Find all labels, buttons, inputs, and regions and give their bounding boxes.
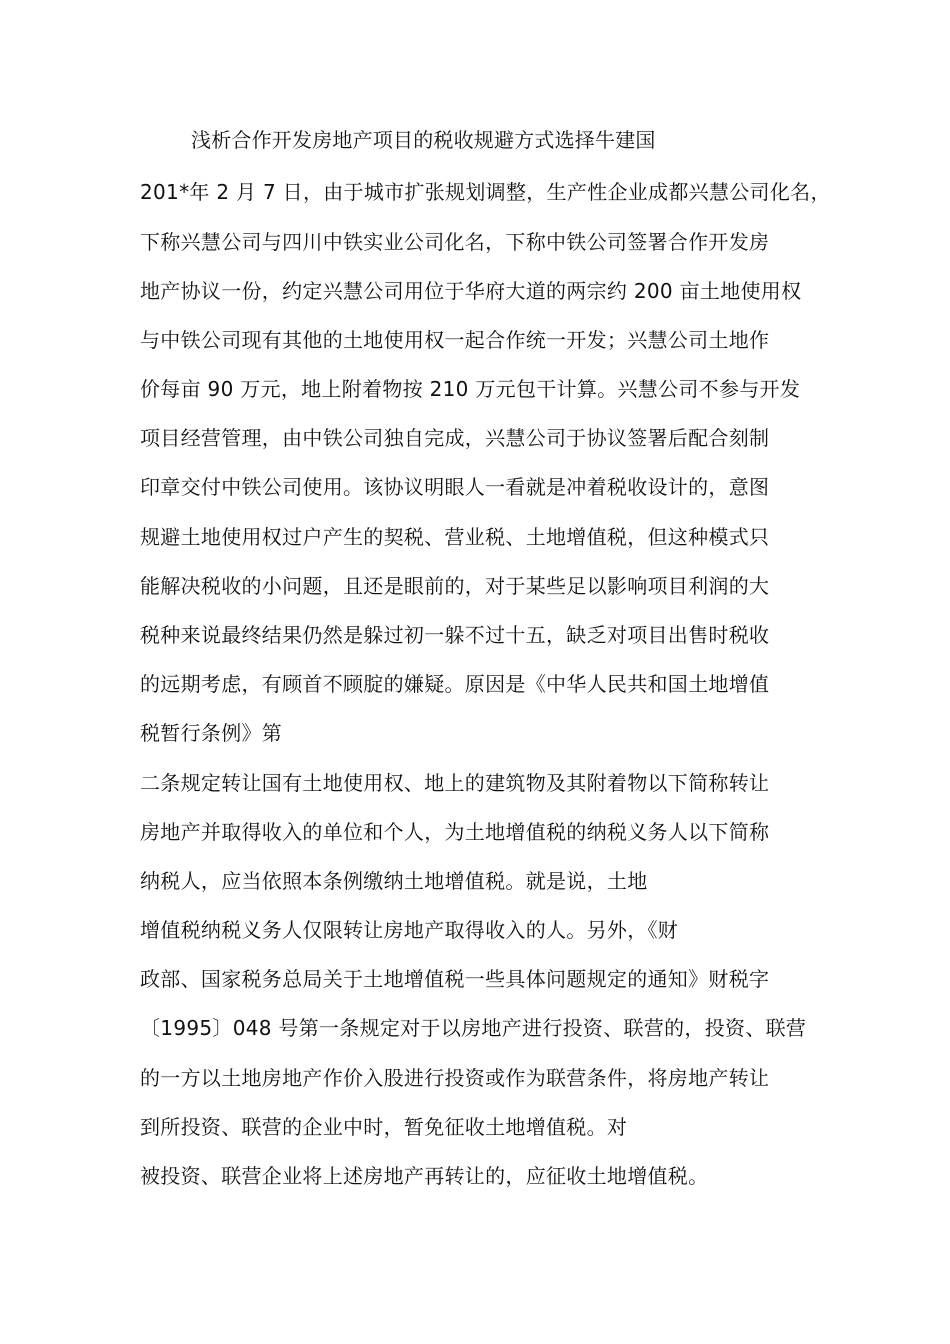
paragraph-line-14: 房地产并取得收入的单位和个人，为土地增值税的纳税义务人以下简称 [140,820,770,844]
paragraph-line-18: 〔1995〕048 号第一条规定对于以房地产进行投资、联营的，投资、联营 [140,1016,807,1040]
paragraph-line-2: 下称兴慧公司与四川中铁实业公司化名，下称中铁公司签署合作开发房 [140,230,770,254]
paragraph-line-16: 增值税纳税义务人仅限转让房地产取得收入的人。另外，《财 [140,918,679,942]
paragraph-line-10: 税种来说最终结果仍然是躲过初一躲不过十五，缺乏对项目出售时税收 [140,623,770,647]
paragraph-line-1: 201*年 2 月 7 日，由于城市扩张规划调整，生产性企业成都兴慧公司化名， [140,180,831,204]
paragraph-line-20: 到所投资、联营的企业中时，暂免征收土地增值税。对 [140,1115,628,1139]
paragraph-line-19: 的一方以土地房地产作价入股进行投资或作为联营条件，将房地产转让 [140,1066,770,1090]
paragraph-line-7: 印章交付中铁公司使用。该协议明眼人一看就是冲着税收设计的，意图 [140,475,770,499]
paragraph-line-21: 被投资、联营企业将上述房地产再转让的，应征收土地增值税。 [140,1164,709,1188]
paragraph-line-5: 价每亩 90 万元，地上附着物按 210 万元包干计算。兴慧公司不参与开发 [140,377,801,401]
paragraph-line-9: 能解决税收的小问题，且还是眼前的，对于某些足以影响项目利润的大 [140,574,770,598]
paragraph-line-11: 的远期考虑，有顾首不顾腚的嫌疑。原因是《中华人民共和国土地增值 [140,672,770,696]
paragraph-line-12: 税暂行条例》第 [140,721,283,745]
document-title: 浅析合作开发房地产项目的税收规避方式选择牛建国 [191,128,656,152]
paragraph-line-8: 规避土地使用权过户产生的契税、营业税、土地增值税，但这种模式只 [140,525,770,549]
paragraph-line-13: 二条规定转让国有土地使用权、地上的建筑物及其附着物以下简称转让 [140,771,770,795]
paragraph-line-6: 项目经营管理，由中铁公司独自完成，兴慧公司于协议签署后配合刻制 [140,426,770,450]
paragraph-line-4: 与中铁公司现有其他的土地使用权一起合作统一开发；兴慧公司土地作 [140,328,770,352]
paragraph-line-17: 政部、国家税务总局关于土地增值税一些具体问题规定的通知》财税字 [140,967,770,991]
paragraph-line-3: 地产协议一份，约定兴慧公司用位于华府大道的两宗约 200 亩土地使用权 [140,279,802,303]
paragraph-line-15: 纳税人，应当依照本条例缴纳土地增值税。就是说，土地 [140,869,648,893]
